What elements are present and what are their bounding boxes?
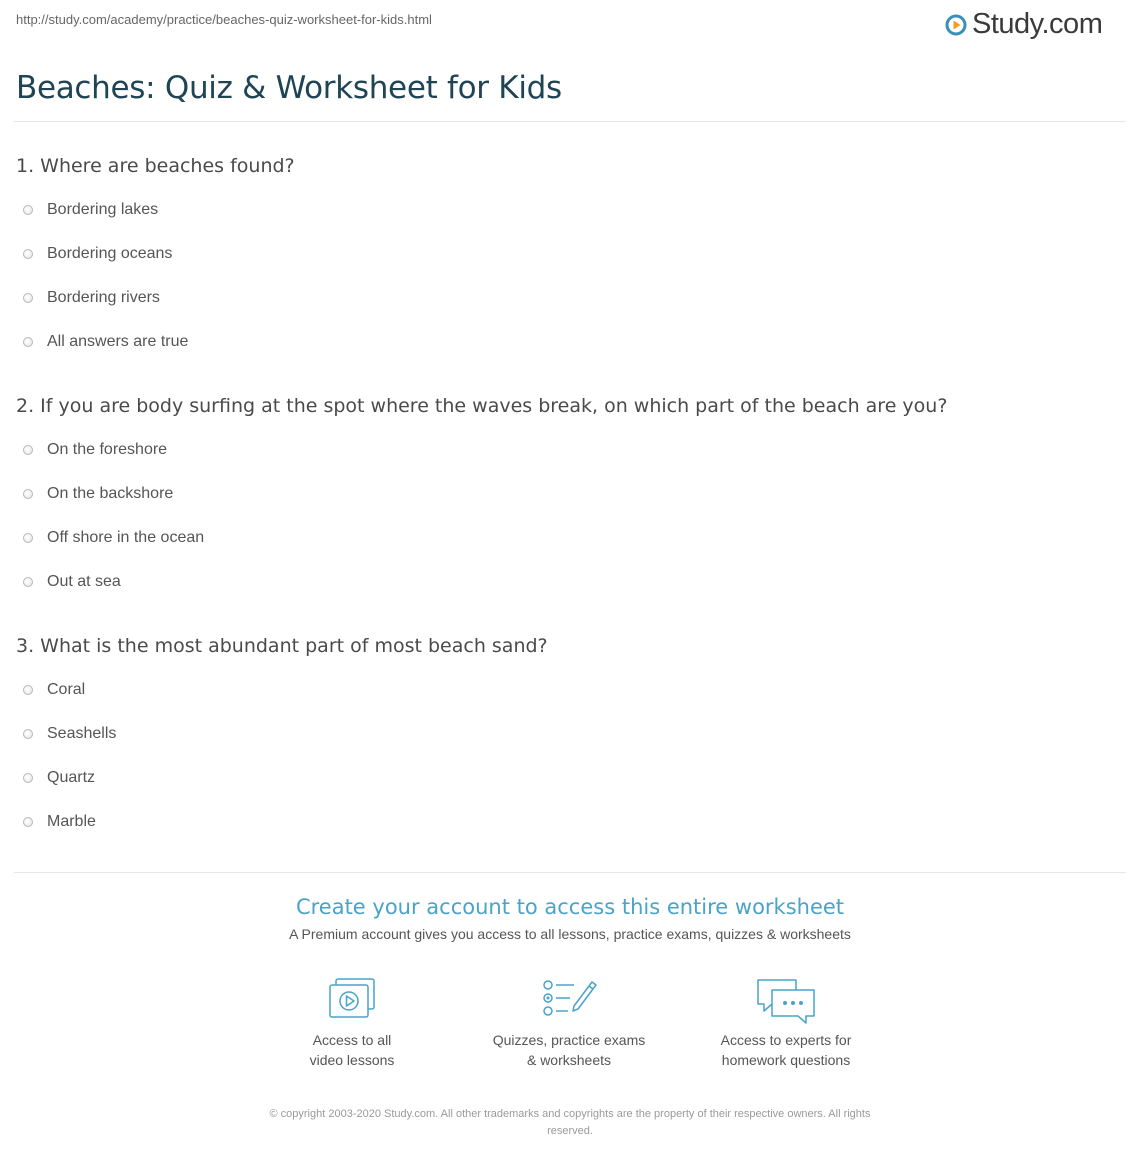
answer-option[interactable] [23,484,173,504]
option-label: Bordering oceans [47,245,173,262]
answer-option[interactable] [23,200,158,220]
answer-option[interactable] [23,332,188,352]
answer-option[interactable] [23,812,96,832]
radio-icon[interactable] [23,817,33,827]
answer-option[interactable] [23,528,204,548]
radio-icon[interactable] [23,293,33,303]
copyright-line: reserved. [547,1125,593,1137]
option-label: Bordering rivers [47,289,160,306]
feature-label: & worksheets [526,1052,612,1068]
option-label: Quartz [47,769,96,786]
radio-icon[interactable] [23,533,33,543]
answer-option[interactable] [23,572,121,592]
feature-label: Quizzes, practice exams [492,1032,646,1048]
radio-icon[interactable] [23,577,33,587]
option-label: On the foreshore [47,441,168,458]
option-label: Coral [47,681,86,698]
radio-icon[interactable] [23,773,33,783]
video-lessons-icon [326,976,378,1020]
radio-icon[interactable] [23,249,33,259]
premium-description: A Premium account gives you access to all lessons, practice exams, quizzes & worksheets [289,926,851,942]
page-title: Beaches: Quiz & Worksheet for Kids [16,70,562,106]
feature-label: video lessons [309,1052,395,1068]
option-label: Off shore in the ocean [47,529,205,546]
radio-icon[interactable] [23,205,33,215]
answer-option[interactable] [23,724,116,744]
answer-option[interactable] [23,768,95,788]
title-divider [14,121,1126,122]
radio-icon[interactable] [23,337,33,347]
question-2: 2. If you are body surfing at the spot where the waves break, on which part of the beach are you? [16,395,948,417]
feature-label: Access to experts for [720,1032,852,1048]
answer-option[interactable] [23,680,85,700]
study-logo[interactable] [945,8,1102,41]
play-circle-icon [945,14,967,36]
option-label: On the backshore [47,485,174,502]
option-label: Marble [47,813,96,830]
section-divider [14,872,1126,873]
quiz-checklist-icon [540,976,598,1020]
feature-video-lessons [252,976,452,1070]
copyright-line: © copyright 2003-2020 Study.com. All other trademarks and copyrights are the property of their respective owners. All rights [269,1108,871,1120]
logo-text: Study.com [972,8,1103,40]
copyright-notice [215,1106,925,1140]
expert-chat-icon [754,976,818,1026]
answer-option[interactable] [23,288,160,308]
radio-icon[interactable] [23,445,33,455]
feature-quizzes [469,976,669,1070]
option-label: Seashells [47,725,117,742]
feature-label: Access to all [312,1032,392,1048]
option-label: Bordering lakes [47,201,159,218]
question-3: 3. What is the most abundant part of most beach sand? [16,635,548,657]
create-account-link[interactable]: Create your account to access this entire worksheet [295,895,845,919]
page-url: http://study.com/academy/practice/beaches-quiz-worksheet-for-kids.html [16,12,432,27]
answer-option[interactable] [23,244,172,264]
answer-option[interactable] [23,440,167,460]
radio-icon[interactable] [23,729,33,739]
radio-icon[interactable] [23,685,33,695]
question-1: 1. Where are beaches found? [16,155,295,177]
feature-label: homework questions [721,1052,851,1068]
option-label: Out at sea [47,573,121,590]
feature-experts [686,976,886,1070]
option-label: All answers are true [47,333,189,350]
radio-icon[interactable] [23,489,33,499]
